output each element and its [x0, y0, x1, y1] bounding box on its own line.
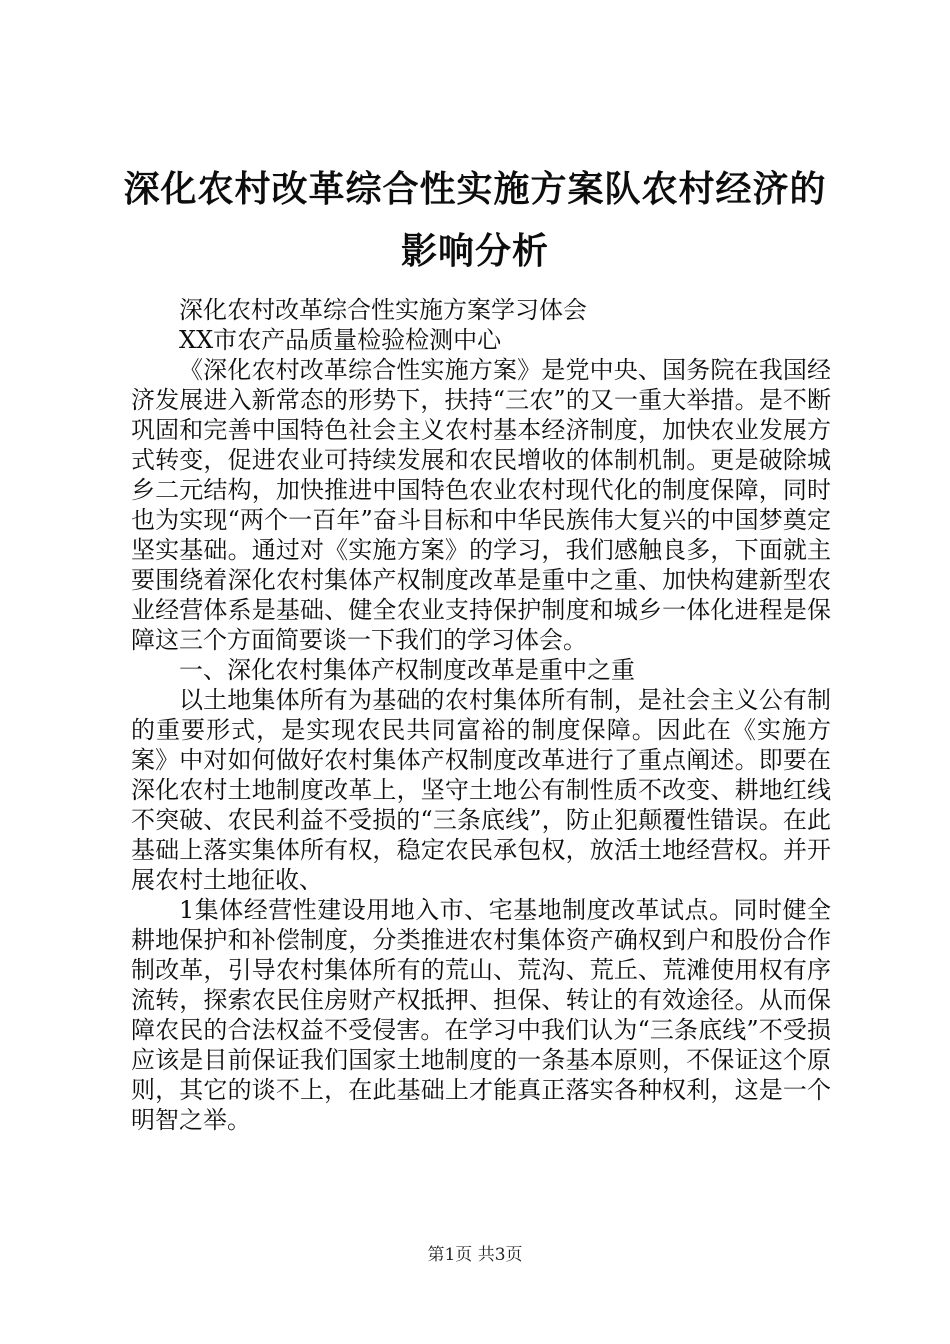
document-body: [131, 295, 831, 1135]
subtitle-paragraph: 深化农村改革综合性实施方案学习体会: [179, 296, 587, 324]
section-heading: 一、深化农村集体产权制度改革是重中之重: [179, 656, 635, 684]
body-paragraph: 1集体经营性建设用地入市、宅基地制度改革试点。同时健全耕地保护和补偿制度，分类推进农村集体资产确权到户和股份合作制改革，引导农村集体所有的荒山、荒沟、荒丘、荒滩使用权有序流转，探索农民住房财产权抵押、担保、转让的有效途径。从而保障农民的合法权益不受侵害。在学习中我们认为“三条底线”不受损应该是目前保证我们国家土地制度的一条基本原则，不保证这个原则，其它的谈不上，在此基础上才能真正落实各种权利，这是一个明智之举。: [131, 896, 831, 1134]
intro-paragraph: 《深化农村改革综合性实施方案》是党中央、国务院在我国经济发展进入新常态的形势下，扶持“三农”的又一重大举措。是不断巩固和完善中国特色社会主义农村基本经济制度，加快农业发展方式转变，促进农业可持续发展和农民增收的体制机制。更是破除城乡二元结构，加快推进中国特色农业农村现代化的制度保障，同时也为实现“两个一百年”奋斗目标和中华民族伟大复兴的中国梦奠定坚实基础。通过对《实施方案》的学习，我们感触良多，下面就主要围绕着深化农村集体产权制度改革是重中之重、加快构建新型农业经营体系是基础、健全农业支持保护制度和城乡一体化进程是保障这三个方面简要谈一下我们的学习体会。: [131, 356, 831, 654]
document-title: 深化农村改革综合性实施方案队农村经济的影响分析: [123, 168, 827, 272]
page-footer: 第1页 共3页: [427, 1245, 523, 1265]
organization-paragraph: XX市农产品质量检验检测中心: [179, 326, 502, 354]
body-paragraph: 以土地集体所有为基础的农村集体所有制，是社会主义公有制的重要形式，是实现农民共同富裕的制度保障。因此在《实施方案》中对如何做好农村集体产权制度改革进行了重点阐述。即要在深化农村土地制度改革上，坚守土地公有制性质不改变、耕地红线不突破、农民利益不受损的“三条底线”，防止犯颠覆性错误。在此基础上落实集体所有权，稳定农民承包权，放活土地经营权。并开展农村土地征收、: [131, 686, 831, 894]
